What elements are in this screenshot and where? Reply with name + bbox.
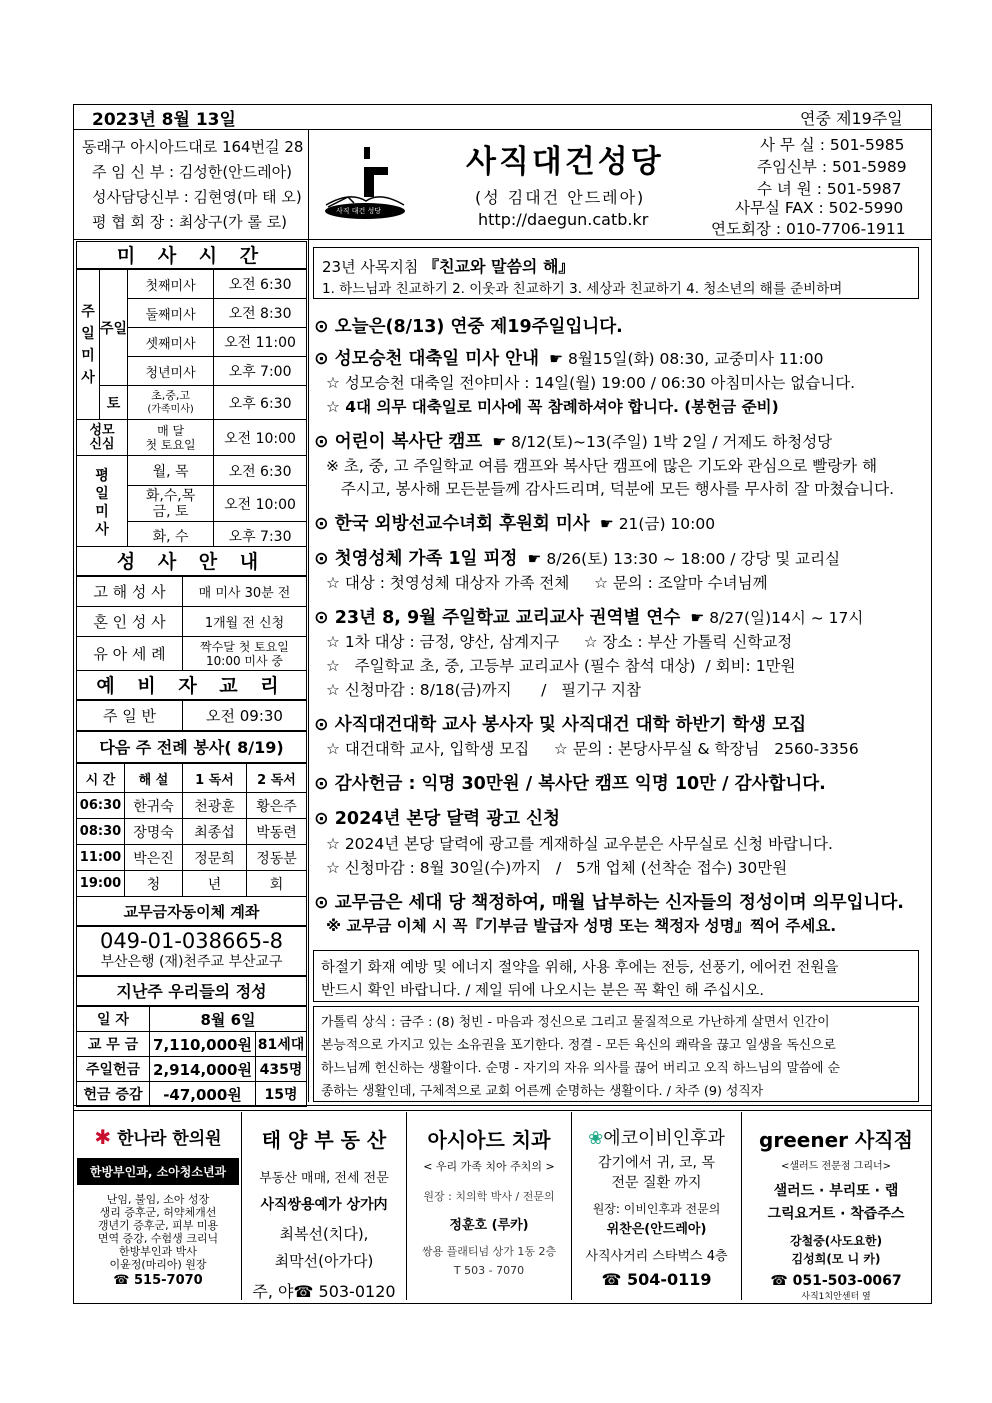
ads-top-rule2 (73, 1110, 932, 1111)
ad-dental-sub: < 우리 가족 치아 주치의 > (423, 1160, 555, 1173)
ad-taeyang-title: 태 양 부 동 산 (261, 1128, 387, 1152)
phone-convent: 수 녀 원 : 501-5987 (757, 180, 902, 198)
ad-greener-line: 샐러드 · 부리또 · 랩 (773, 1183, 899, 1199)
weekday-name: 화, 수 (128, 522, 214, 551)
motto-line2: 1. 하느님과 친교하기 2. 이웃과 친교하기 3. 세상과 친교하기 4. 청소년의 해를 준비하며 (322, 281, 843, 297)
offering-table (76, 1006, 307, 1107)
motto-line1: 23년 사목지침 『친교와 말씀의 해』 (322, 257, 575, 276)
sacrament-value: 1개월 전 신청 (183, 607, 307, 637)
offering-value: -47,000원 (150, 1082, 256, 1107)
news-sub: 주시고, 봉사해 모든분들께 감사드리며, 덕분에 모든 행사를 무사히 잘 마쳤습니다. (326, 480, 895, 498)
ad-taeyang-line: 부동산 매매, 전세 전문 (259, 1171, 389, 1186)
church-url[interactable]: http://daegun.catb.kr (478, 210, 649, 229)
phone-pastor: 주임신부 : 501-5989 (757, 158, 907, 176)
service-cell: 박동련 (247, 819, 307, 845)
service-header: 1 독서 (183, 764, 247, 793)
knowledge-line: 종하는 생활인데, 구체적으로 교회 어른께 순명하는 생활이다. / 차주 (9) 성직자 (321, 1084, 764, 1099)
saturday-mass-name: 초,중,고 (가족미사) (128, 386, 214, 420)
mass-name: 셋째미사 (128, 328, 214, 357)
knowledge-line: 가톨릭 상식 : 금주 : (8) 청빈 - 마음과 정신으로 그리고 물질적으로 가난하게 살면서 인간이 (321, 1015, 830, 1030)
marian-name: 매 달 첫 토요일 (128, 420, 214, 456)
ads-top-rule (73, 1105, 932, 1106)
ad-dental-line: 정훈호 (루카) (449, 1218, 529, 1233)
service-time: 11:00 (77, 845, 125, 871)
saturday-mass-time: 오후 6:30 (214, 386, 307, 420)
ad-greener-line: 김성희(모 니 카) (791, 1252, 881, 1266)
ad-greener-phone: ☎ 051-503-0067 (770, 1273, 902, 1289)
news-sub: ☆ 대건대학 교사, 입학생 모집 ☆ 문의 : 본당사무실 & 학장님 2560-3356 (326, 740, 859, 758)
service-cell: 최종섭 (183, 819, 247, 845)
offering-label: 주일헌금 (77, 1057, 150, 1082)
sacrament-name: 고 해 성 사 (77, 577, 183, 607)
council-line: 평 협 회 장 : 최상구(가 롤 로) (92, 213, 288, 231)
mass-time: 오전 6:30 (214, 270, 307, 299)
saturday-label: 토 (100, 386, 128, 420)
logo-caption: 사직 대건 성당 (336, 207, 382, 215)
service-header: 해 설 (125, 764, 183, 793)
offering-count: 435명 (256, 1057, 307, 1082)
sacrament-table (76, 576, 307, 671)
service-title: 다음 주 전례 봉사( 8/19) (76, 731, 307, 763)
news-sub: ☆ 신청마감 : 8/18(금)까지 / 필기구 지참 (326, 681, 641, 699)
priest-line: 성사담당신부 : 김현영(마 태 오) (92, 188, 302, 206)
mass-time: 오후 7:00 (214, 357, 307, 386)
ad-asiad-dental (407, 1112, 572, 1300)
sunday-mass-label: 주 일 미 사 (77, 270, 100, 420)
news-calendar-ad: ⊙ 2024년 본당 달력 광고 신청 (314, 809, 560, 829)
weekday-mass-label: 평 일 미 사 (77, 456, 128, 551)
service-cell: 청 (125, 871, 183, 897)
news-sub: ☆ 성모승천 대축일 전야미사 : 14일(월) 19:00 / 06:30 아침미사는 없습니다. (326, 374, 856, 392)
ad-hannara-title: ✱ 한나라 한의원 (94, 1125, 222, 1149)
knowledge-line: 하느님께 헌신하는 생활이다. 순명 - 자기의 자유 의사를 끊어 버리고 오직 하느님의 말씀에 순 (321, 1061, 840, 1076)
news-first-communion: ⊙ 첫영성체 가족 1일 피정 ☛ 8/26(토) 13:30 ~ 18:00 / 강당 및 교리실 (314, 549, 841, 569)
mass-name: 청년미사 (128, 357, 214, 386)
mass-name: 첫째미사 (128, 270, 214, 299)
phone-office: 사 무 실 : 501-5985 (760, 136, 905, 154)
ad-greener-title: greener 사직점 (759, 1128, 913, 1152)
catechumen-value: 오전 09:30 (183, 701, 307, 731)
news-college: ⊙ 사직대건대학 교사 봉사자 및 사직대건 대학 하반기 학생 모집 (314, 715, 807, 735)
eco-logo-icon: ❀ (588, 1128, 604, 1149)
weekday-name: 화,수,목 금, 토 (128, 486, 214, 522)
ad-hannara-lines: 난임, 불임, 소아 성장 생리 증후군, 허약체개선 갱년기 증후군, 피부 미용 면역 증강, 수험생 크리닉 한방부인과 박사 이윤정(마리아) 원장 (97, 1193, 219, 1271)
ad-eco-line: 전문 질환 까지 (611, 1175, 702, 1191)
catechumen-name: 주 일 반 (77, 701, 183, 731)
offering-title: 지난주 우리들의 정성 (76, 976, 307, 1006)
ad-hannara (75, 1112, 242, 1300)
left-column-rule (308, 129, 309, 1102)
offering-label: 교 무 금 (77, 1032, 150, 1057)
service-time: 19:00 (77, 871, 125, 897)
ad-greener (742, 1112, 930, 1300)
mass-time: 오전 8:30 (214, 299, 307, 328)
ad-hannara-band: 한방부인과, 소아청소년과 (77, 1158, 239, 1185)
ad-greener-foot: 사직1치안센터 옆 (801, 1292, 871, 1300)
knowledge-line: 본능적으로 가지고 있는 소유권을 포기한다. 정결 - 모든 육신의 쾌락을 끊고 일생을 독신으로 (321, 1038, 836, 1053)
weekday-name: 월, 목 (128, 456, 214, 486)
news-sub: ☆ 신청마감 : 8월 30일(수)까지 / 5개 업체 (선착순 접수) 30만원 (326, 859, 788, 877)
ad-eco-line: 감기에서 귀, 코, 목 (598, 1155, 715, 1171)
marian-time: 오전 10:00 (214, 420, 307, 456)
catechumen-title: 예 비 자 교 리 (76, 670, 307, 700)
energy-notice-box (313, 950, 919, 1002)
phone-council: 연도회장 : 010-7706-1911 (711, 220, 906, 238)
catechumen-table (76, 700, 307, 731)
news-sub: ※ 교무금 이체 시 꼭『기부금 발급자 성명 또는 책정자 성명』찍어 주세요. (326, 917, 837, 935)
ad-eco-title: ❀에코이비인후과 (588, 1128, 725, 1149)
ad-greener-line: 그릭요거트 · 착즙주스 (767, 1206, 905, 1222)
service-time: 08:30 (77, 819, 125, 845)
service-cell: 회 (247, 871, 307, 897)
ad-dental-line: 원장 : 치의학 박사 / 전문의 (423, 1190, 555, 1203)
church-address: 동래구 아시아드대로 164번길 28 (82, 138, 304, 156)
sacrament-value: 짝수달 첫 토요일 10:00 미사 중 (183, 637, 307, 671)
knowledge-box (313, 1006, 919, 1102)
motto-box (313, 247, 919, 299)
sacrament-value: 매 미사 30분 전 (183, 577, 307, 607)
ad-taeyang-line: 최복선(치다), (279, 1225, 369, 1243)
notice-line1: 하절기 화재 예방 및 에너지 절약을 위해, 사용 후에는 전등, 선풍기, 에어컨 전원을 (321, 960, 839, 976)
ad-taeyang-phone: 주, 야☎ 503-0120 (252, 1282, 396, 1300)
ad-eco-phone: ☎ 504-0119 (601, 1270, 712, 1289)
news-thanks-offering: ⊙ 감사헌금 : 익명 30만원 / 복사단 캠프 익명 10만 / 감사합니다. (314, 774, 826, 794)
transfer-title: 교무금자동이체 계좌 (76, 896, 307, 926)
news-sub: ※ 초, 중, 고 주일학교 여름 캠프와 복사단 캠프에 많은 기도와 관심으로 빨랑카 해 (326, 457, 878, 475)
marian-label: 성모 신심 (77, 420, 128, 456)
ad-eco-line: 사직사거리 스타벅스 4층 (585, 1249, 728, 1264)
service-time: 06:30 (77, 793, 125, 819)
offering-count: 15명 (256, 1082, 307, 1107)
mass-name: 둘째미사 (128, 299, 214, 328)
offering-value: 2,914,000원 (150, 1057, 256, 1082)
sacrament-title: 성 사 안 내 (76, 546, 307, 576)
offering-label: 헌금 증감 (77, 1082, 150, 1107)
church-patron: (성 김대건 안드레아) (475, 188, 646, 207)
news-altar-camp: ⊙ 어린이 복사단 캠프 ☛ 8/12(토)~13(주일) 1박 2일 / 거제도 하청성당 (314, 432, 833, 452)
ad-eco-line: 위찬은(안드레아) (606, 1222, 707, 1237)
ad-taeyang (242, 1112, 407, 1300)
ad-taeyang-line: 최막선(아가다) (274, 1252, 374, 1270)
ad-dental-title: 아시아드 치과 (427, 1128, 551, 1152)
sacrament-name: 혼 인 성 사 (77, 607, 183, 637)
news-today: ⊙ 오늘은(8/13) 연중 제19주일입니다. (314, 317, 623, 337)
service-cell: 장명숙 (125, 819, 183, 845)
church-name: 사직대건성당 (466, 144, 664, 180)
transfer-account: 049-01-038665-8 (99, 929, 284, 953)
service-header: 2 독서 (247, 764, 307, 793)
ad-hannara-phone: ☎ 515-7070 (113, 1273, 203, 1288)
offering-count: 81세대 (256, 1032, 307, 1057)
service-header: 시 간 (77, 764, 125, 793)
news-sub: ☆ 주일학교 초, 중, 고등부 교리교사 (필수 참석 대상) / 회비: 1만원 (326, 657, 796, 675)
pastor-line: 주 임 신 부 : 김성한(안드레아) (92, 163, 292, 181)
news-sub: ☆ 4대 의무 대축일로 미사에 꼭 참례하셔야 합니다. (봉헌금 준비) (326, 398, 779, 416)
offering-value: 7,110,000원 (150, 1032, 256, 1057)
ad-eco-ent (572, 1112, 742, 1300)
ad-dental-line: T 503 - 7070 (453, 1264, 525, 1277)
transfer-bank: 부산은행 (재)천주교 부산교구 (100, 954, 283, 970)
mass-times-table (76, 269, 307, 551)
offering-label: 일 자 (77, 1007, 150, 1032)
news-mission-mass: ⊙ 한국 외방선교수녀회 후원회 미사 ☛ 21(금) 10:00 (314, 514, 716, 534)
ad-dental-line: 쌍용 플래티넘 상가 1동 2층 (421, 1245, 557, 1258)
news-dues: ⊙ 교무금은 세대 당 책정하여, 매월 납부하는 신자들의 정성이며 의무입니다. (314, 893, 904, 913)
service-cell: 정문희 (183, 845, 247, 871)
weekday-time: 오전 10:00 (214, 486, 307, 522)
sunday-label: 주일 (100, 270, 128, 386)
ad-taeyang-line: 사직쌍용예가 상가内 (260, 1197, 388, 1213)
liturgical-week: 연중 제19주일 (800, 109, 903, 128)
notice-line2: 반드시 확인 바랍니다. / 제일 뒤에 나오시는 분은 꼭 확인 해 주십시오. (321, 983, 764, 999)
weekday-time: 오후 7:30 (214, 522, 307, 551)
news-sub: ☆ 대상 : 첫영성체 대상자 가족 전체 ☆ 문의 : 조알마 수녀님께 (326, 574, 768, 592)
service-cell: 정동분 (247, 845, 307, 871)
mass-times-title: 미 사 시 간 (76, 241, 307, 269)
mass-time: 오전 11:00 (214, 328, 307, 357)
offering-value: 8월 6일 (150, 1007, 307, 1032)
issue-date: 2023년 8월 13일 (92, 110, 236, 130)
flower-icon: ✱ (94, 1125, 112, 1149)
weekday-time: 오전 6:30 (214, 456, 307, 486)
sacrament-name: 유 아 세 례 (77, 637, 183, 671)
transfer-box (76, 926, 307, 976)
service-cell: 한귀숙 (125, 793, 183, 819)
news-teacher-training: ⊙ 23년 8, 9월 주일학교 교리교사 권역별 연수 ☛ 8/27(일)14시 ~ 17시 (314, 608, 864, 628)
service-table (76, 763, 307, 897)
service-cell: 박은진 (125, 845, 183, 871)
church-logo (320, 143, 410, 223)
news-sub: ☆ 2024년 본당 달력에 광고를 게재하실 교우분은 사무실로 신청 바랍니다. (326, 835, 833, 853)
ad-greener-sub: <샐러드 전문점 그리너> (780, 1161, 892, 1172)
service-cell: 년 (183, 871, 247, 897)
phone-fax: 사무실 FAX : 502-5990 (735, 199, 904, 217)
service-cell: 천광훈 (183, 793, 247, 819)
news-sub: ☆ 1차 대상 : 금정, 양산, 삼계지구 ☆ 장소 : 부산 가톨릭 신학교정 (326, 633, 793, 651)
header-bottom-rule (73, 239, 932, 240)
ad-eco-line: 원장: 이비인후과 전문의 (592, 1202, 721, 1216)
ad-greener-line: 강철중(사도요한) (789, 1234, 883, 1248)
service-cell: 황은주 (247, 793, 307, 819)
news-assumption: ⊙ 성모승천 대축일 미사 안내 ☛ 8월15일(화) 08:30, 교중미사 11:00 (314, 349, 824, 369)
